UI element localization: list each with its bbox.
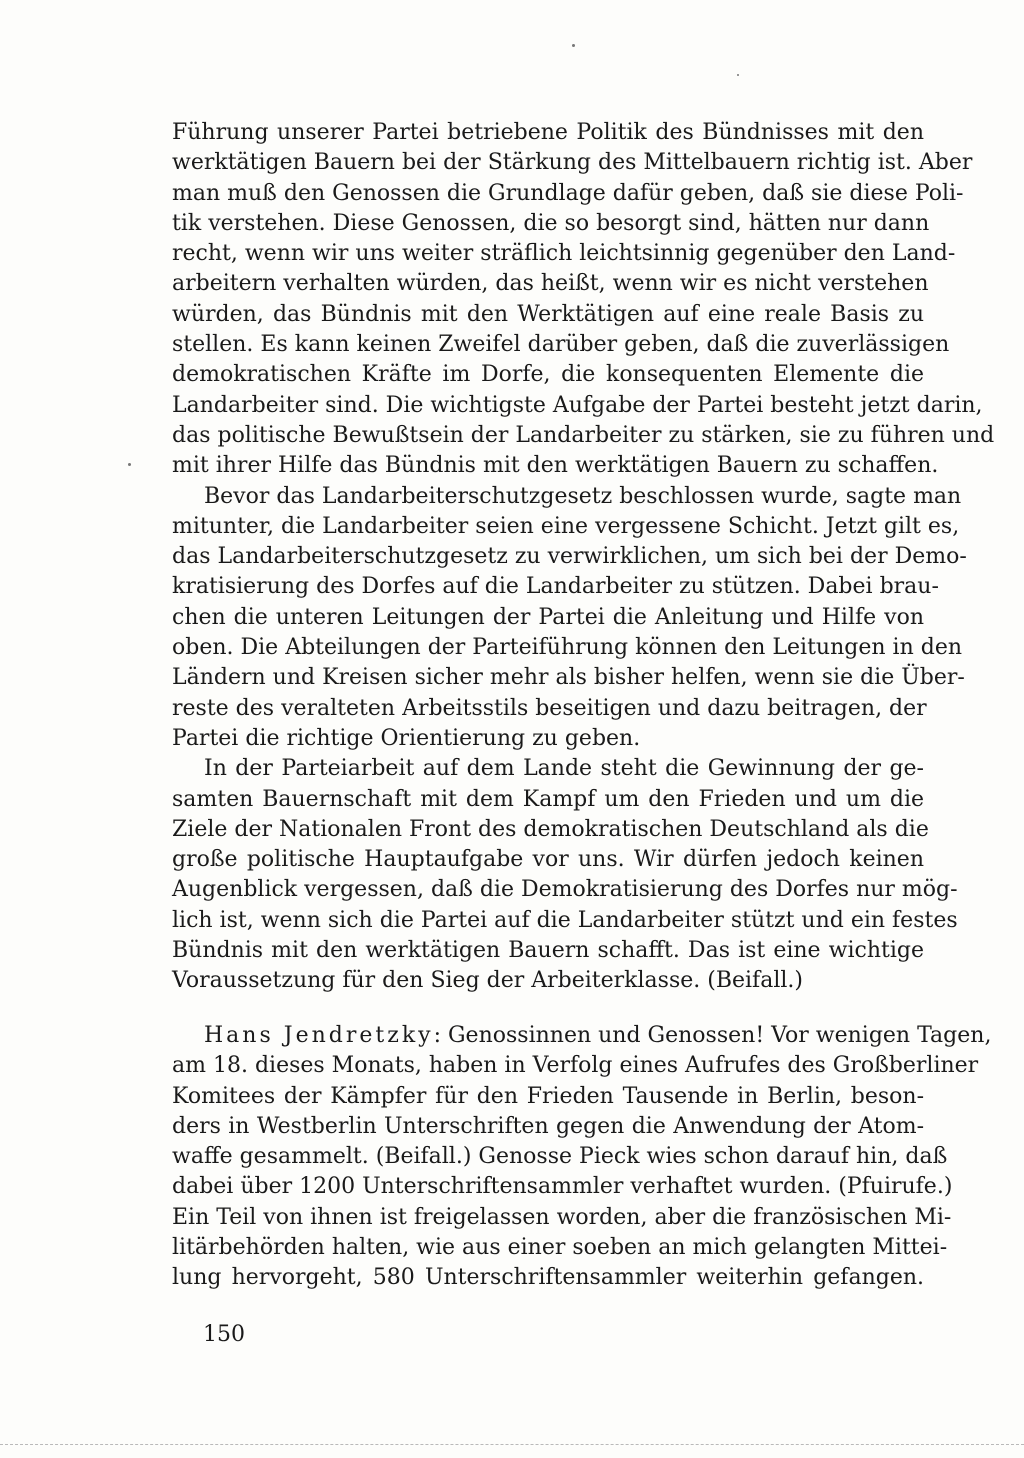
text-line: chen die unteren Leitungen der Partei die Anleitung und Hilfe von [172, 604, 924, 630]
text-line: man muß den Genossen die Grundlage dafür geben, daß sie diese Poli- [172, 180, 964, 206]
text-line: reste des veralteten Arbeitsstils beseitigen und dazu beitragen, der [172, 695, 927, 721]
speaker-name: Hans Jendretzky [204, 1023, 434, 1048]
text-line: arbeitern verhalten würden, das heißt, wenn wir es nicht verstehen [172, 271, 929, 297]
text-line: das politische Bewußtsein der Landarbeiter zu stärken, sie zu führen und [172, 422, 995, 448]
text-line: demokratischen Kräfte im Dorfe, die konsequenten Elemente die [172, 362, 924, 388]
text-line: Ein Teil von ihnen ist freigelassen worden, aber die französischen Mi- [172, 1204, 952, 1230]
text-line: Landarbeiter sind. Die wichtigste Aufgabe der Partei besteht jetzt darin, [172, 392, 983, 418]
text-line: Partei die richtige Orientierung zu geben. [172, 725, 641, 751]
text-line: mitunter, die Landarbeiter seien eine vergessene Schicht. Jetzt gilt es, [172, 513, 960, 539]
text-line: Voraussetzung für den Sieg der Arbeiterklasse. (Beifall.) [172, 968, 803, 994]
text-line: lich ist, wenn sich die Partei auf die Landarbeiter stützt und ein festes [172, 907, 958, 933]
speech-first-line [172, 1021, 992, 1051]
text-line: würden, das Bündnis mit den Werktätigen auf eine reale Basis zu [172, 301, 924, 327]
text-line: Komitees der Kämpfer für den Frieden Tausende in Berlin, beson- [172, 1083, 924, 1109]
text-line: am 18. dieses Monats, haben in Verfolg eines Aufrufes des Großberliner [172, 1053, 979, 1079]
ink-speck [572, 44, 575, 47]
text-line: dabei über 1200 Unterschriftensammler verhaftet wurden. (Pfuirufe.) [172, 1174, 953, 1200]
text-line: litärbehörden halten, wie aus einer soeben an mich gelangten Mittei- [172, 1235, 948, 1261]
text-line: Führung unserer Partei betriebene Politik des Bündnisses mit den [172, 120, 924, 145]
ink-speck [128, 463, 131, 466]
text-line: waffe gesammelt. (Beifall.) Genosse Pieck wies schon darauf hin, daß [172, 1144, 948, 1170]
page-number: 150 [203, 1322, 245, 1347]
text-line: Ländern und Kreisen sicher mehr als bisher helfen, wenn sie die Über- [172, 665, 965, 691]
text-line: recht, wenn wir uns weiter sträflich leichtsinnig gegenüber den Land- [172, 241, 956, 267]
text-line: große politische Hauptaufgabe vor uns. Wir dürfen jedoch keinen [172, 847, 924, 873]
text-line: mit ihrer Hilfe das Bündnis mit den werktätigen Bauern zu schaffen. [172, 453, 939, 479]
main-text [172, 118, 995, 997]
text-line: oben. Die Abteilungen der Parteiführung können den Leitungen in den [172, 635, 963, 661]
text-line: kratisierung des Dorfes auf die Landarbeiter zu stützen. Dabei brau- [172, 574, 939, 600]
text-line: samten Bauernschaft mit dem Kampf um den Frieden und um die [172, 786, 924, 812]
text-line: tik verstehen. Diese Genossen, die so besorgt sind, hätten nur dann [172, 210, 930, 236]
speech-text [172, 1021, 992, 1294]
text-line: Augenblick vergessen, daß die Demokratisierung des Dorfes nur mög- [172, 877, 958, 903]
page-edge-divider [0, 1444, 1024, 1445]
text-line: ders in Westberlin Unterschriften gegen die Anwendung der Atom- [172, 1113, 924, 1139]
text-line: werktätigen Bauern bei der Stärkung des Mittelbauern richtig ist. Aber [172, 150, 973, 176]
text-line: Bevor das Landarbeiterschutzgesetz beschlossen wurde, sagte man [204, 483, 962, 509]
text-line: lung hervorgeht, 580 Unterschriftensammler weiterhin gefangen. [172, 1265, 924, 1291]
ink-speck [737, 74, 739, 76]
text-line: Ziele der Nationalen Front des demokratischen Deutschland als die [172, 816, 929, 842]
text-line: stellen. Es kann keinen Zweifel darüber geben, daß die zuverlässigen [172, 332, 950, 358]
text-line: Bündnis mit den werktätigen Bauern schafft. Das ist eine wichtige [172, 938, 924, 964]
speech-opening: : Genossinnen und Genossen! Vor wenigen Tagen, [433, 1023, 992, 1048]
text-line: das Landarbeiterschutzgesetz zu verwirklichen, um sich bei der Demo- [172, 544, 967, 570]
text-line: In der Parteiarbeit auf dem Lande steht die Gewinnung der ge- [204, 756, 924, 782]
